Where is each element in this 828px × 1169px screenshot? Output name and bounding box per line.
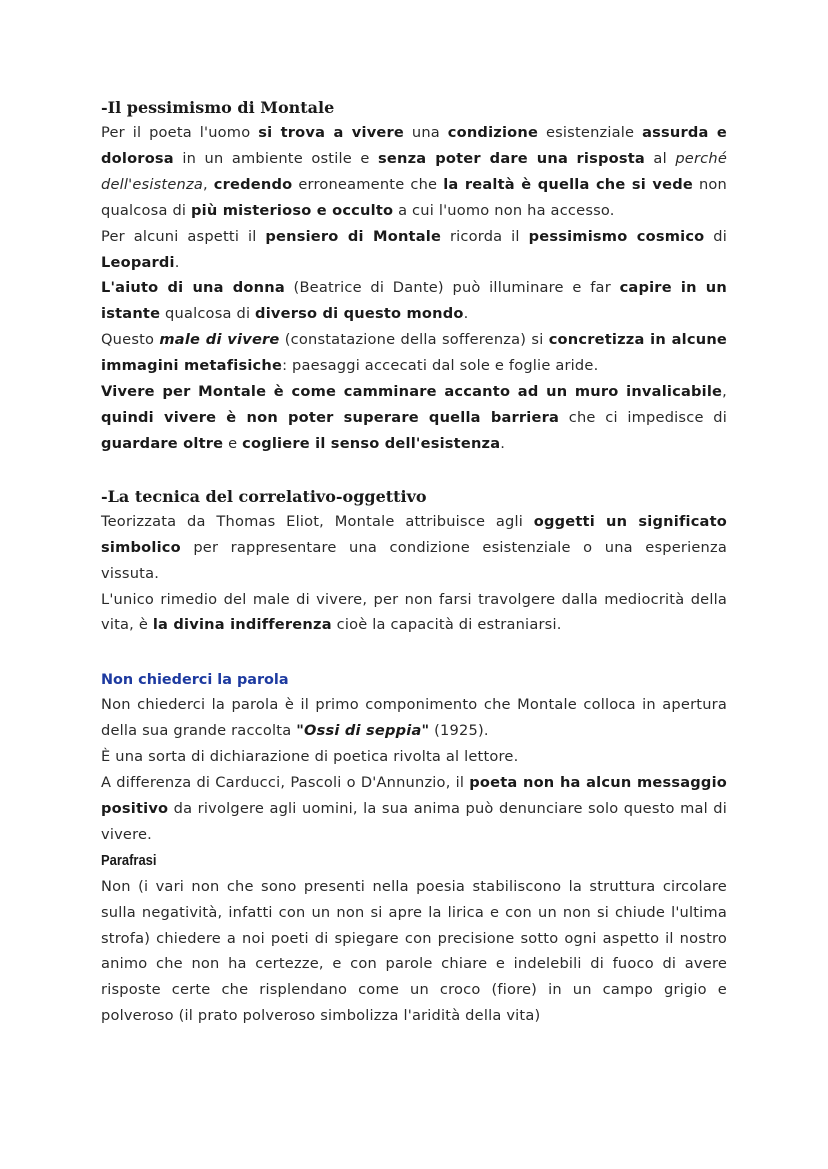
text-run: senza poter dare una <box>378 149 569 167</box>
text-run: diverso di questo mondo <box>255 305 464 323</box>
text-run: L'aiuto di una donna <box>101 279 285 297</box>
text-run: male di vivere <box>159 331 280 349</box>
paragraph <box>101 587 727 639</box>
paragraph <box>101 692 727 744</box>
paragraph <box>101 327 727 379</box>
text-run: quindi vivere è non poter superare quella barriera <box>101 408 560 426</box>
text-run: ricorda il <box>441 227 529 245</box>
section-title-correlativo: -La tecnica del correlativo-oggettivo <box>101 486 427 506</box>
text-run: "Ossi di seppia" <box>296 722 430 740</box>
text-run: È una sorta di dichiarazione di poetica rivolta al lettore. <box>101 748 519 766</box>
text-run: A differenza di Carducci, Pascoli o D'Annunzio, il <box>101 774 470 792</box>
text-run: (1925). <box>429 722 489 740</box>
paragraph <box>101 509 727 587</box>
text-run: : paesaggi accecati dal sole e foglie aride. <box>282 357 599 375</box>
text-run: poeta non ha alcun messaggio positivo <box>101 774 727 817</box>
text-run: pessimismo cosmico <box>528 227 705 245</box>
text-run: . <box>500 434 506 452</box>
text-run: esistenziale <box>538 124 643 141</box>
text-run: Non chiederci la parola è il primo componimento che Montale colloca in apertura della sua grande raccolta <box>101 696 727 740</box>
paragraph <box>101 120 727 224</box>
text-run: al <box>644 149 676 167</box>
paragraph <box>101 224 727 276</box>
text-run: Questo <box>101 331 160 349</box>
text-run: concretizza in alcune immagini metafisiche <box>101 331 728 375</box>
text-run: Per il poeta l'uomo <box>101 124 259 141</box>
text-run: e <box>223 434 243 452</box>
text-run: si trova a vivere <box>258 124 405 141</box>
section-title-non-chiederci: Non chiederci la parola <box>101 672 289 689</box>
paragraph <box>101 379 727 457</box>
text-run: (constatazione della sofferenza) si <box>279 331 549 349</box>
text-run: Non (i vari non che sono presenti nella poesia stabiliscono la struttura circolare sulla negatività, infatti con un non si apre la lirica e con un non si chiude l'ultima strofa) chiedere a noi poeti di spiegare con precisione sotto ogni aspetto il nostro animo che non ha certezze, e con parole chiare e indelebili di fuoco di avere risposte certe che risplendano come un croco (fiore) in un campo grigio e polveroso (il prato polveroso simbolizza l'aridità della vita) <box>101 877 727 1025</box>
text-run: , <box>722 383 727 401</box>
text-run: Per alcuni aspetti il <box>101 227 266 245</box>
text-run: la realtà è quella che si vede <box>443 175 693 193</box>
text-run: la divina indifferenza <box>152 616 332 634</box>
text-run: (Beatrice di Dante) può illuminare e far <box>284 279 620 297</box>
text-run: risposta <box>576 149 645 167</box>
paragraph <box>101 744 727 770</box>
text-run: L'unico rimedio del male di vivere, per non farsi travolgere dalla mediocrità della vita, è <box>101 590 727 634</box>
paragraph <box>101 874 727 1029</box>
text-run: Vivere per Montale è come camminare accanto ad un muro invalicabile <box>101 383 723 401</box>
text-run: . <box>463 305 469 323</box>
text-run: qualcosa di <box>160 305 256 323</box>
text-run: più misterioso e occulto <box>191 201 394 219</box>
text-run: non qualcosa di <box>101 175 727 219</box>
text-run: cioè la capacità di estraniarsi. <box>331 616 562 634</box>
text-run: in un ambiente ostile e <box>173 149 378 167</box>
text-run: da rivolgere agli uomini, la sua anima può denunciare solo questo mal di vivere. <box>101 799 727 843</box>
text-run: cogliere il senso dell'esistenza <box>242 434 501 452</box>
text-run: assurda e dolorosa <box>101 124 727 167</box>
subtitle-parafrasi: Parafrasi <box>101 852 157 869</box>
text-run: capire in un istante <box>101 279 727 323</box>
section-title-pessimismo: -Il pessimismo di Montale <box>101 98 335 117</box>
paragraph <box>101 275 727 327</box>
text-run: di <box>704 227 728 245</box>
text-run: perché dell'esistenza <box>101 149 728 193</box>
text-run: credendo <box>213 175 293 193</box>
text-run: che ci impedisce di <box>559 408 727 426</box>
text-run: , <box>202 175 214 193</box>
text-run: pensiero di Montale <box>265 227 442 245</box>
paragraph <box>101 770 727 848</box>
text-run: Leopardi <box>101 253 175 271</box>
text-run: erroneamente che <box>292 175 444 193</box>
text-run: Teorizzata da Thomas Eliot, Montale attribuisce agli <box>101 512 534 530</box>
text-run: guardare oltre <box>101 434 224 452</box>
text-run: a cui l'uomo non ha accesso. <box>393 201 615 219</box>
text-run: per rappresentare una condizione esistenziale o una esperienza vissuta. <box>101 538 727 582</box>
text-run: . <box>174 253 180 271</box>
text-run: condizione <box>447 124 539 141</box>
text-run: una <box>404 124 448 141</box>
document-page <box>101 96 727 1029</box>
text-run: oggetti un significato simbolico <box>101 512 727 556</box>
